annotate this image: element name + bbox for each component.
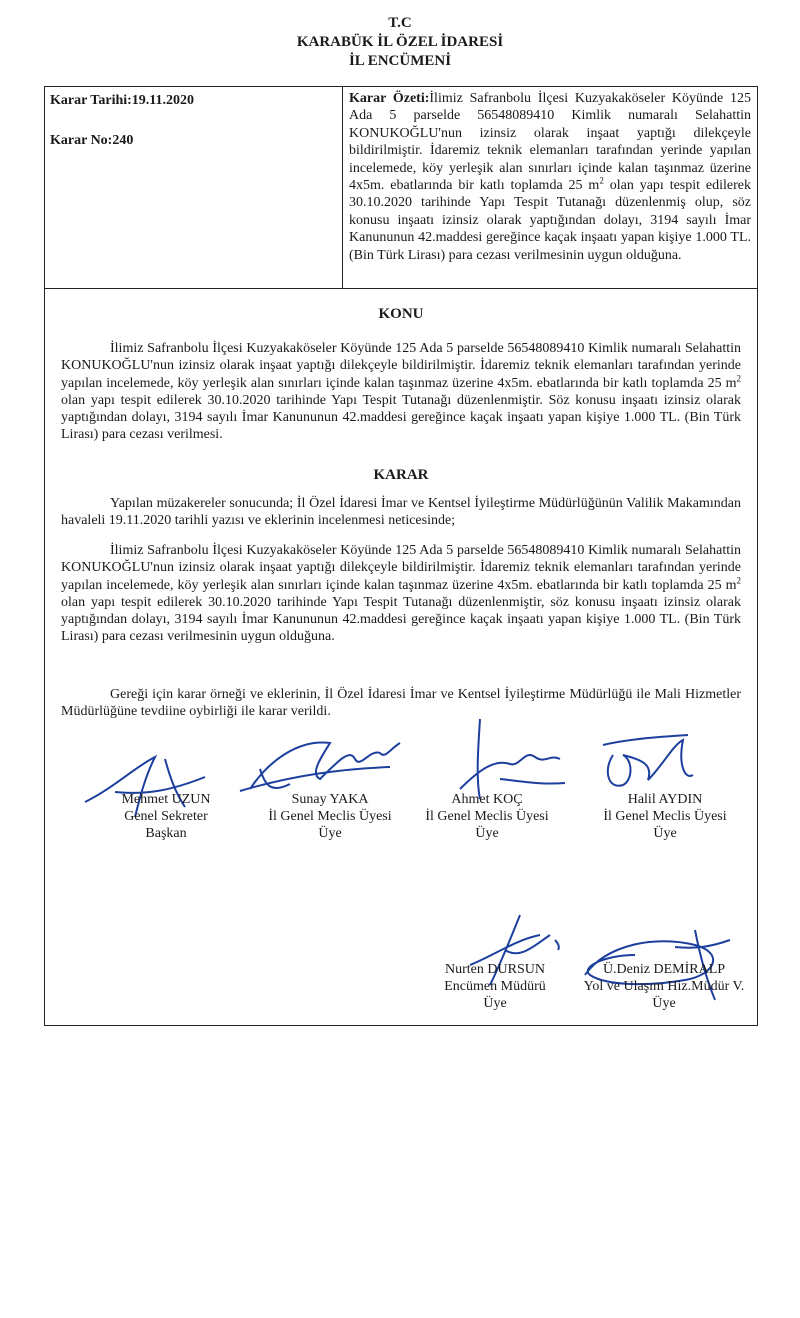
signatory-block [585, 791, 745, 842]
signatory-role: Üye [483, 996, 507, 1011]
decision-summary-sup: 2 [599, 175, 604, 186]
header-line-council: İL ENCÜMENİ [348, 53, 452, 69]
signatory-name: Sunay YAKA [291, 792, 369, 807]
karar-paragraph-3: Gereği için karar örneği ve eklerinin, İl Özel İdaresi İmar ve Kentsel İyileştirme Müdürlüğü ile Mali Hizmetler Müdürlüğüne tevdiine oybirliği ile karar verildi. [61, 687, 741, 720]
signatory-name: Ü.Deniz DEMİRALP [602, 962, 726, 977]
signatory-role: Üye [318, 826, 342, 841]
decision-summary-label: Karar Özeti: [349, 91, 430, 106]
signatory-title: İl Genel Meclis Üyesi [268, 809, 392, 824]
decision-meta-cell [45, 87, 343, 288]
signatory-block [415, 961, 575, 1012]
signatory-title: Encümen Müdürü [444, 979, 546, 994]
signatory-block [91, 791, 241, 842]
karar-sup: 2 [736, 574, 741, 585]
signatory-role: Başkan [145, 826, 187, 841]
konu-text-1: İlimiz Safranbolu İlçesi Kuzyakaköseler Köyünde 125 Ada 5 parselde 56548089410 Kimlik numaralı Selahattin KONUKOĞLU'nun izinsiz olarak inşaat yaptığı dilekçeyle bildirilmiştir. İdaremiz teknik elemanları tarafından yerinde yapılan incelemede, köy yerleşik alan sınırları içinde kalan taşınmaz üzerine 4x5m. ebatlarında bir katlı toplamda 25 m [61, 341, 741, 391]
decision-frame [44, 86, 758, 1026]
document-header [0, 14, 800, 71]
signatory-name: Mehmet UZUN [121, 792, 211, 807]
signatory-name: Halil AYDIN [627, 792, 703, 807]
karar-paragraph-2 [61, 542, 741, 646]
signatory-role: Üye [652, 996, 676, 1011]
signatory-name: Ahmet KOÇ [451, 792, 523, 807]
header-line-institution: KARABÜK İL ÖZEL İDARESİ [296, 34, 504, 50]
konu-paragraph [61, 340, 741, 444]
konu-text-2: olan yapı tespit edilerek 30.10.2020 tarihinde Yapı Tespit Tutanağı düzenlenmiştir. Söz konusu inşaatı izinsiz olarak yaptığından dolayı, 3194 sayılı İmar Kanununun 42.maddesi gereğince kaçak inşaatı yapan kişiye 1.000 TL. (Bin Türk Lirası) para cezası verilmesi. [61, 392, 741, 443]
decision-date: Karar Tarihi:19.11.2020 [50, 93, 195, 108]
karar-text-2: olan yapı tespit edilerek 30.10.2020 tarihinde Yapı Tespit Tutanağı düzenlenmiştir, söz konusu inşaatı izinsiz olarak yaptığından dolayı, 3194 sayılı İmar Kanununun 42.maddesi gereğince kaçak inşaatı yapan kişiye 1.000 TL. (Bin Türk Lirası) para cezası verilmesinin uygun olduğuna. [61, 594, 741, 645]
signatory-block [407, 791, 567, 842]
signatory-title: İl Genel Meclis Üyesi [425, 809, 549, 824]
decision-summary [349, 90, 751, 264]
signatory-role: Üye [653, 826, 677, 841]
header-line-tc: T.C [388, 15, 412, 31]
konu-sup: 2 [736, 372, 741, 383]
signatory-title: Genel Sekreter [124, 809, 208, 824]
decision-summary-row [45, 87, 757, 289]
decision-summary-text-1: İlimiz Safranbolu İlçesi Kuzyakaköseler Köyünde 125 Ada 5 parselde 56548089410 Kimlik numaralı Selahattin KONUKOĞLU'nun izinsiz olarak inşaat yaptığı dilekçeyle bildirilmiştir. İdaremiz teknik elemanları tarafından yerinde yapılan incelemede, köy yerleşik alan sınırları içinde kalan taşınmaz üzerine 4x5m. ebatlarında bir katlı toplamda 25 m [349, 91, 751, 194]
karar-text-1: İlimiz Safranbolu İlçesi Kuzyakaköseler Köyünde 125 Ada 5 parselde 56548089410 Kimlik numaralı Selahattin KONUKOĞLU'nun izinsiz olarak inşaat yaptığı dilekçeyle bildirilmiştir. İdaremiz teknik elemanları tarafından yerinde yapılan incelemede, köy yerleşik alan sınırları içinde kalan taşınmaz üzerine 4x5m. ebatlarında bir katlı toplamda 25 m [61, 543, 741, 593]
signatory-title: İl Genel Meclis Üyesi [603, 809, 727, 824]
konu-title: KONU [378, 306, 424, 322]
signatory-title: Yol ve Ulaşım Hiz.Müdür V. [583, 979, 745, 994]
decision-summary-text-2: olan yapı tespit edilerek 30.10.2020 tarihinde Yapı Tespit Tutanağı düzenlenmiş olup, söz konusu inşaatı izinsiz olarak yaptığından dolayı, 3194 sayılı İmar Kanununun 42.maddesi gereğince kaçak inşaatı yapan kişiye 1.000 TL. (Bin Türk Lirası) para cezası verilmesinin uygun olduğuna. [349, 178, 751, 263]
signatory-role: Üye [475, 826, 499, 841]
signatory-name: Nurten DURSUN [445, 962, 545, 977]
signatory-block [250, 791, 410, 842]
karar-paragraph-1: Yapılan müzakereler sonucunda; İl Özel İdaresi İmar ve Kentsel İyileştirme Müdürlüğünün Valilik Makamından havaleli 19.11.2020 tarihli yazısı ve eklerinin incelenmesi neticesinde; [61, 496, 741, 529]
karar-title: KARAR [373, 467, 429, 483]
signatory-block [569, 961, 759, 1012]
decision-number: Karar No:240 [50, 133, 134, 148]
